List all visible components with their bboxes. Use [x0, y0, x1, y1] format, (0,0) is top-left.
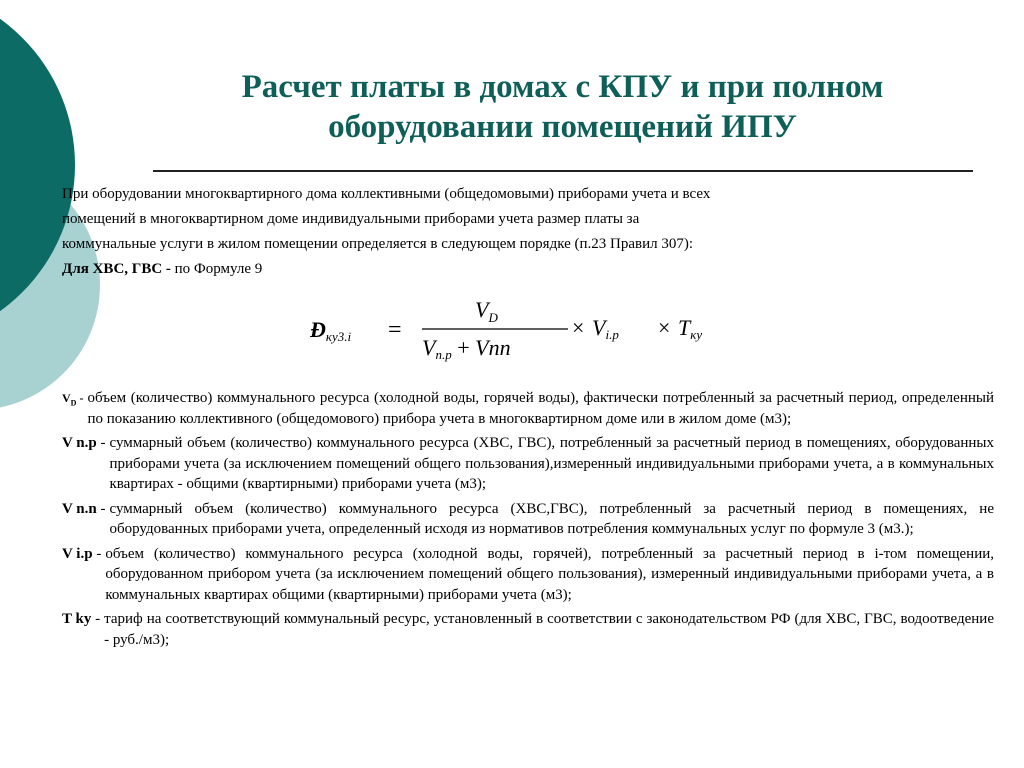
formula-v-ip: Vi.p — [592, 315, 619, 342]
title-line-2: оборудовании помещений ИПУ — [328, 109, 797, 145]
definition-symbol: T ky - — [62, 611, 101, 627]
intro-paragraph — [62, 182, 982, 282]
intro-line-3: коммунальные услуги в жилом помещении определяется в следующем порядке (п.23 Правил 307): — [62, 236, 694, 252]
title-divider — [153, 170, 973, 172]
definition-text: суммарный объем (количество) коммунального ресурса (ХВС, ГВС), потребленный за расчетный период в помещениях, оборудованных приборами учета (за исключением помещений общего пользования),измеренный индивидуальными приборами учета, а в коммунальных квартирах - общими (квартирными) приборами учета (м3); — [109, 435, 994, 492]
definitions-list — [62, 388, 994, 654]
definition-vip — [62, 544, 994, 606]
intro-line-1: При оборудовании многоквартирного дома коллективными (общедомовыми) приборами учета и всех — [62, 186, 711, 202]
definition-text: объем (количество) коммунального ресурса (холодной воды, горячей), потребленный за расчетный период в i-том помещении, оборудованном прибором учета (за исключением помещений общего пользования), измеренный индивидуальными приборами учета, а в коммунальных квартирах общими (квартирными) приборами учета (м3); — [105, 545, 994, 603]
definition-text: объем (количество) коммунального ресурса (холодной воды, горячей воды), фактически потребленный за расчетный период, определенный по показанию коллективного (общедомового) прибора учета в многоквартирном доме или в жилом доме (м3); — [87, 390, 994, 427]
definition-symbol: $V_D$ - — [62, 391, 84, 408]
formula-label-bold: Для ХВС, ГВС - — [62, 261, 171, 277]
formula-t-ku: Tку — [678, 315, 703, 342]
definition-vnp — [62, 433, 994, 495]
formula-denominator: Vn.p + Vnn — [422, 335, 511, 362]
slide-title — [150, 67, 975, 147]
definition-symbol: V i.p - — [62, 545, 102, 562]
formula-label — [62, 257, 982, 282]
formula-times-2: × — [658, 315, 671, 340]
title-line-1: Расчет платы в домах с КПУ и при полном — [241, 69, 884, 105]
definition-symbol: V n.n - — [62, 500, 106, 517]
formula-9 — [310, 295, 740, 365]
definition-tky — [62, 609, 994, 650]
formula-equals: = — [388, 317, 402, 343]
definition-vnn — [62, 499, 994, 540]
definition-text: тариф на соответствующий коммунальный ресурс, установленный в соответствии с законодательством РФ (для ХВС, ГВС, водоотведение - руб./м3); — [104, 611, 994, 648]
definition-symbol: V n.p - — [62, 435, 106, 451]
definition-vd — [62, 388, 994, 429]
formula-lhs: Ðку3.i — [310, 317, 352, 344]
definition-text: суммарный объем (количество) коммунального ресурса (ХВС,ГВС), потребленный за расчетный период в помещениях, не оборудованных приборами учета, определенный исходя из нормативов потребления коммунальных услуг по формуле 3 (м3.); — [109, 500, 994, 537]
formula-times-1: × — [572, 315, 585, 340]
formula-label-rest: по Формуле 9 — [170, 261, 263, 277]
formula-numerator: $V_D$ — [475, 297, 498, 325]
intro-line-2: помещений в многоквартирном доме индивидуальными приборами учета размер платы за — [62, 211, 640, 227]
